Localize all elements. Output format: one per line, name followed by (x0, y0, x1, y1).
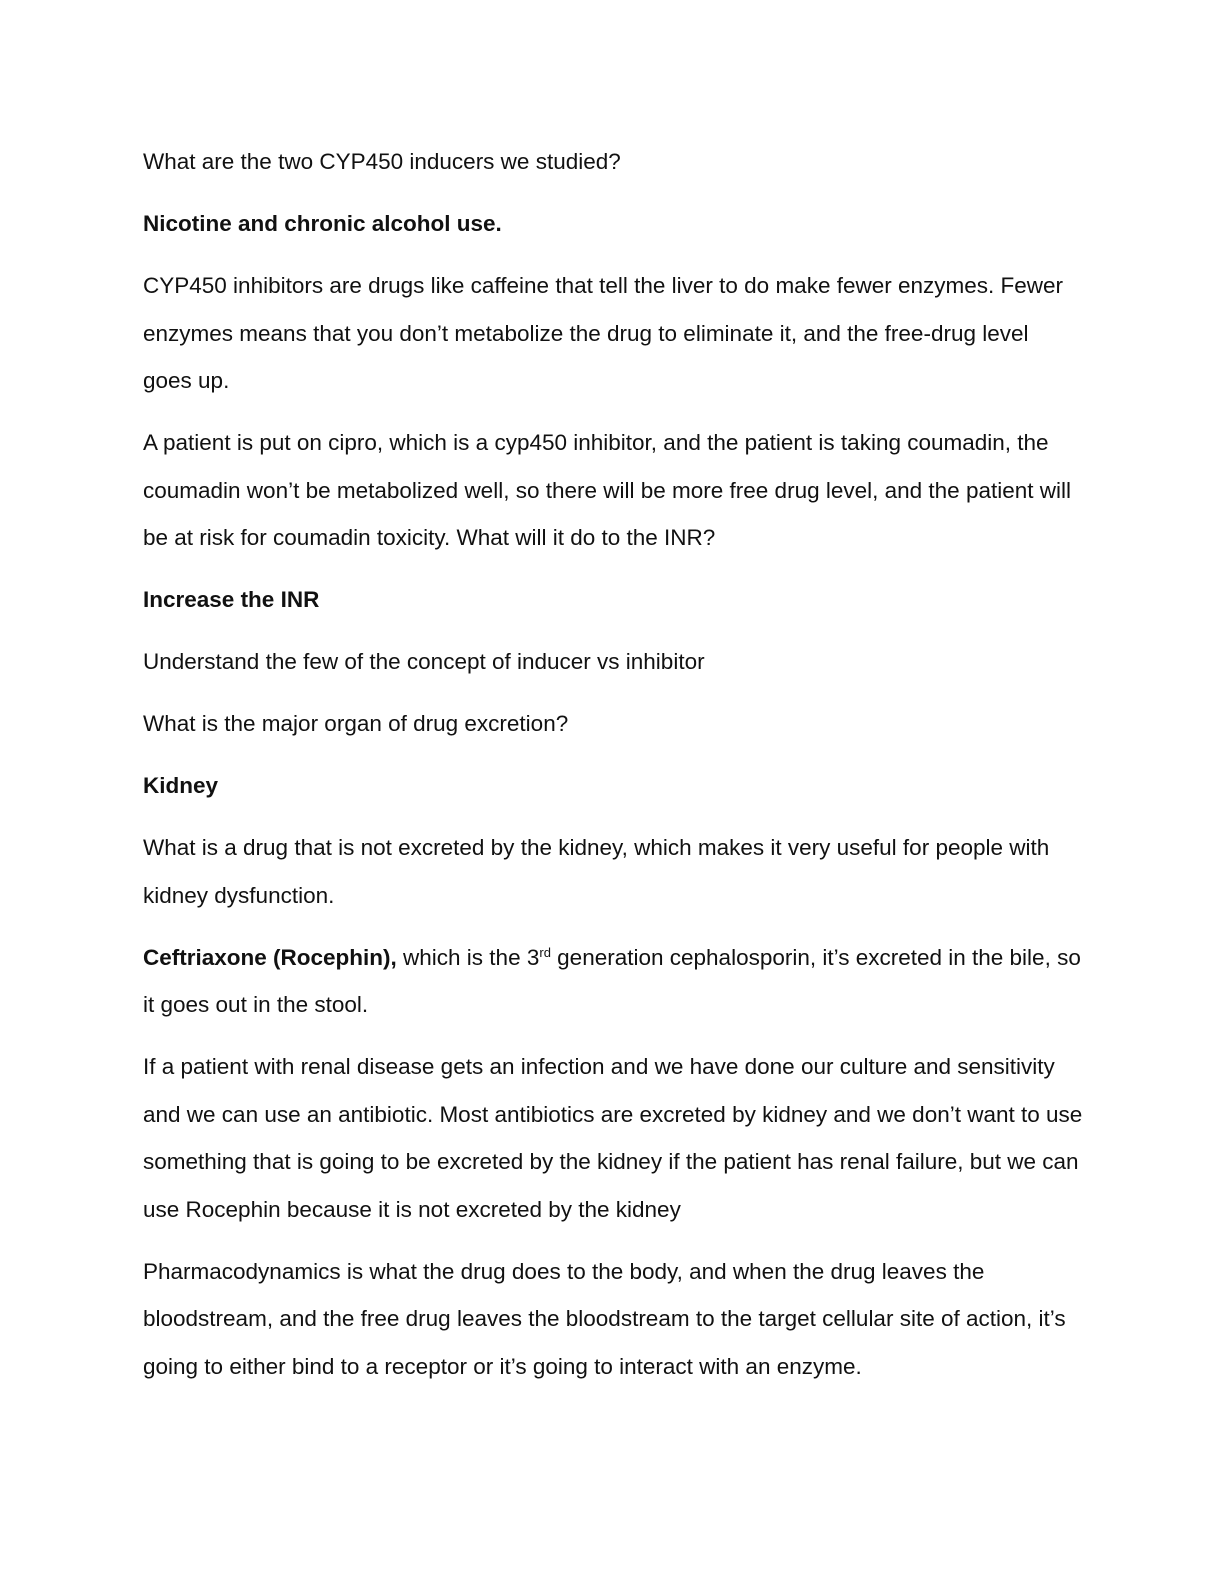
paragraph-pharmacodynamics: Pharmacodynamics is what the drug does to the body, and when the drug leaves the bloodstream, and the free drug leaves the bloodstream to the target cellular site of action, it’s going to either bind to a receptor or it’s going to interact with an enzyme. (143, 1258, 1066, 1379)
paragraph-answer-kidney: Kidney (143, 773, 219, 798)
paragraph-question-inducers: What are the two CYP450 inducers we studied? (143, 149, 621, 174)
paragraph-answer-inr: Increase the INR (143, 587, 320, 612)
ordinal-superscript: rd (539, 944, 551, 960)
ceftriaxone-term: Ceftriaxone (Rocephin), (143, 944, 397, 970)
paragraph-cyp450-inhibitors: CYP450 inhibitors are drugs like caffeine that tell the liver to do make fewer enzymes. Fewer enzymes means that you don’t metabolize the drug to eliminate it, and the free-drug level goes up. (143, 273, 1064, 393)
paragraph-answer-inducers: Nicotine and chronic alcohol use. (143, 211, 502, 236)
paragraph-inducer-vs-inhibitor: Understand the few of the concept of inducer vs inhibitor (143, 649, 705, 674)
paragraph-question-non-renal-drug: What is a drug that is not excreted by the kidney, which makes it very useful for people with kidney dysfunction. (143, 835, 1050, 908)
paragraph-ceftriaxone (143, 934, 1083, 1029)
ceftriaxone-text-end: generation cephalosporin, it’s excreted in the bile, so it goes out in the stool. (143, 944, 1081, 1017)
ceftriaxone-text-start: which is the 3 (396, 944, 540, 970)
paragraph-cipro-coumadin: A patient is put on cipro, which is a cyp450 inhibitor, and the patient is taking coumadin, the coumadin won’t be metabolized well, so there will be more free drug level, and the patient will be at risk for coumadin toxicity. What will it do to the INR? (143, 430, 1071, 550)
paragraph-renal-disease-antibiotic: If a patient with renal disease gets an infection and we have done our culture and sensitivity and we can use an antibiotic. Most antibiotics are excreted by kidney and we don’t want to use something that is going to be excreted by the kidney if the patient has renal failure, but we can use Rocephin because it is not excreted by the kidney (143, 1054, 1083, 1222)
document-page (143, 138, 1083, 1405)
paragraph-question-excretion-organ: What is the major organ of drug excretion? (143, 711, 569, 736)
